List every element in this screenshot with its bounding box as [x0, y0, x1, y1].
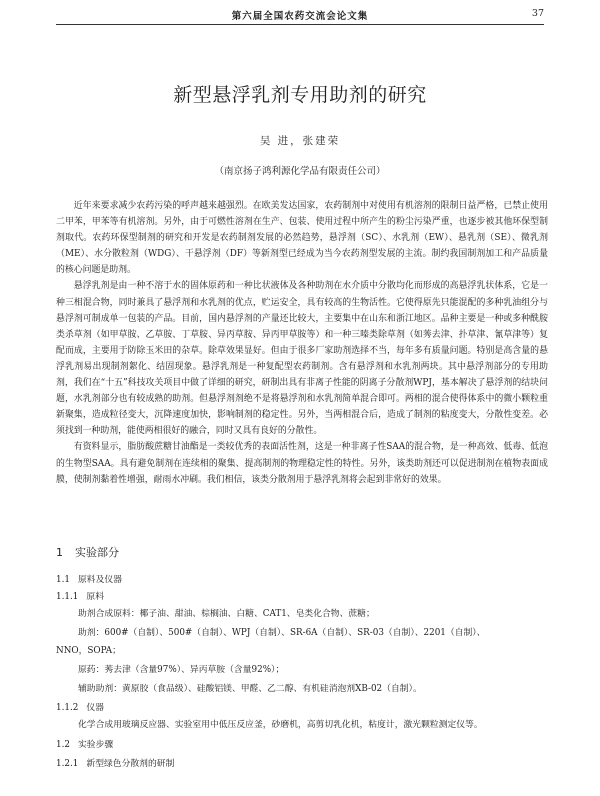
subsubsection-title: 原料 [86, 592, 104, 602]
body-text [56, 198, 548, 488]
subsection-number: 1.2 [56, 740, 70, 750]
section-number: 1 [56, 546, 63, 559]
authors: 吴 进，张建荣 [259, 135, 341, 147]
article-title: 新型悬浮乳剂专用助剂的研究 [173, 84, 427, 106]
subsection-heading [56, 573, 122, 587]
subsubsection-number: 1.1.2 [56, 703, 79, 713]
additives-line-cont: NNO，SOPA； [56, 646, 121, 656]
subsubsection-heading [56, 757, 174, 771]
subsubsection-heading [56, 590, 104, 604]
additives-line: 助剂：600#（自制）、500#（自制）、WPJ（自制）、SR-6A（自制）、SR-03（自制）、2201（自制）、 [78, 628, 486, 638]
paragraph: 有资料显示，脂肪酸蔗糖甘油酯是一类较优秀的表面活性剂，这是一种非离子性SAA的混合物，是一种高效、低毒、低泡的生物型SAA。具有避免制剂在连续相的聚集、提高制剂的物理稳定性的特性。另外，该类助剂还可以促进制剂在植物表面成膜，使制剂黏着性增强，耐雨水冲刷。我们相信，该类分散剂用于悬浮乳剂将会起到非常好的效果。 [56, 442, 548, 485]
section-heading [56, 544, 119, 560]
subsection-title: 原料及仪器 [78, 575, 122, 585]
subsubsection-number: 1.1.1 [56, 592, 79, 602]
paragraph: 近年来要求减少农药污染的呼声越来越强烈。在欧美发达国家，农药制剂中对使用有机溶剂的限制日益严格，已禁止使用二甲苯，甲苯等有机溶剂。另外，由于可燃性溶剂在生产、包装、使用过程中所产生的粉尘污染严重，也逐步被其他环保型制剂取代。农药环保型制剂的研究和开发是农药制剂发展的必然趋势，悬浮剂（SC）、水乳剂（EW）、悬乳剂（SE）、微乳剂（ME）、水分散粒剂（WDG）、干悬浮剂（DF）等新剂型已经成为当今农药剂型发展的主流。制约我国制剂加工和产品质量的核心问题是助剂。 [56, 201, 548, 276]
subsubsection-title: 新型绿色分散剂的研制 [86, 759, 175, 769]
subsection-number: 1.1 [56, 575, 70, 585]
subsection-title: 实验步骤 [78, 740, 114, 750]
paragraph: 悬浮乳剂是由一种不溶于水的固体原药和一种比状液体及各种助剂在水介质中分散均化而形成的高悬浮乳状体系，它是一种三相混合物，同时兼具了悬浮剂和水乳剂的优点，贮运安全，具有较高的生物活性。它使得原先只能混配的多种乳油组分与悬浮剂可制成单一包装的产品。目前，国内悬浮剂的产量还比较大，主要集中在山东和浙江地区。品种主要是一种或多种酰胺类杀草剂（如甲草胺、乙草胺、丁草胺、异丙草胺、异丙甲草胺等）和一种三嗪类除草剂（如莠去津、扑草津、氰草津等）复配而成，主要用于防除玉米田的杂草。除草效果显好。但由于很多厂家助剂选择不当，每年多有质量问题。特别是高含量的悬浮乳剂易出现制剂絮化、结固现象。悬浮乳剂是一种复配型农药制剂。含有悬浮剂和水乳剂两块。其中悬浮剂部分的专用助剂，我们在“十五”科技攻关项目中做了详细的研究，研制出具有非离子性能的阴离子分散剂WPJ，基本解决了悬浮剂的结块问题，水乳剂部分也有较成熟的助剂。但悬浮剂剂绝不是将悬浮剂和水乳剂简单混合即可。两相的混合使得体系中的微小颗粒重新聚集，造成粒径变大，沉降速度加快，影响制剂的稳定性。另外，当两相混合后，造成了制剂的粘度变大，分散性变差。必须找到一种助剂，能使两相很好的融合，同时又具有良好的分散性。 [56, 281, 548, 437]
subsubsection-number: 1.2.1 [56, 759, 79, 769]
running-header [56, 8, 544, 25]
affiliation: （南京扬子鸿利源化学品有限责任公司） [214, 166, 386, 177]
raw-pesticides-line: 原药：莠去津（含量97%）、异丙草胺（含量92%）； [78, 665, 285, 675]
subsubsection-heading [56, 701, 104, 715]
subsubsection-title: 仪器 [86, 703, 104, 713]
materials-line: 助剂合成原料：椰子油、甜油、棕榈油、白糖、CAT1、皂类化合物、蔗糖； [78, 609, 375, 619]
section-title: 实验部分 [75, 546, 119, 559]
running-title: 第六届全国农药交流会论文集 [231, 11, 369, 22]
page-number: 37 [531, 8, 544, 19]
aux-additives-line: 辅助助剂：黄原胶（食品级）、硅酸铝镁、甲醛、乙二醇、有机硅消泡剂XB-02（自制）。 [78, 684, 422, 694]
instruments-line: 化学合成用玻璃反应器、实验室用中低压反应釜，砂磨机，高剪切乳化机，粘度计，激光颗粒测定仪等。 [78, 720, 483, 730]
subsection-heading [56, 738, 113, 752]
